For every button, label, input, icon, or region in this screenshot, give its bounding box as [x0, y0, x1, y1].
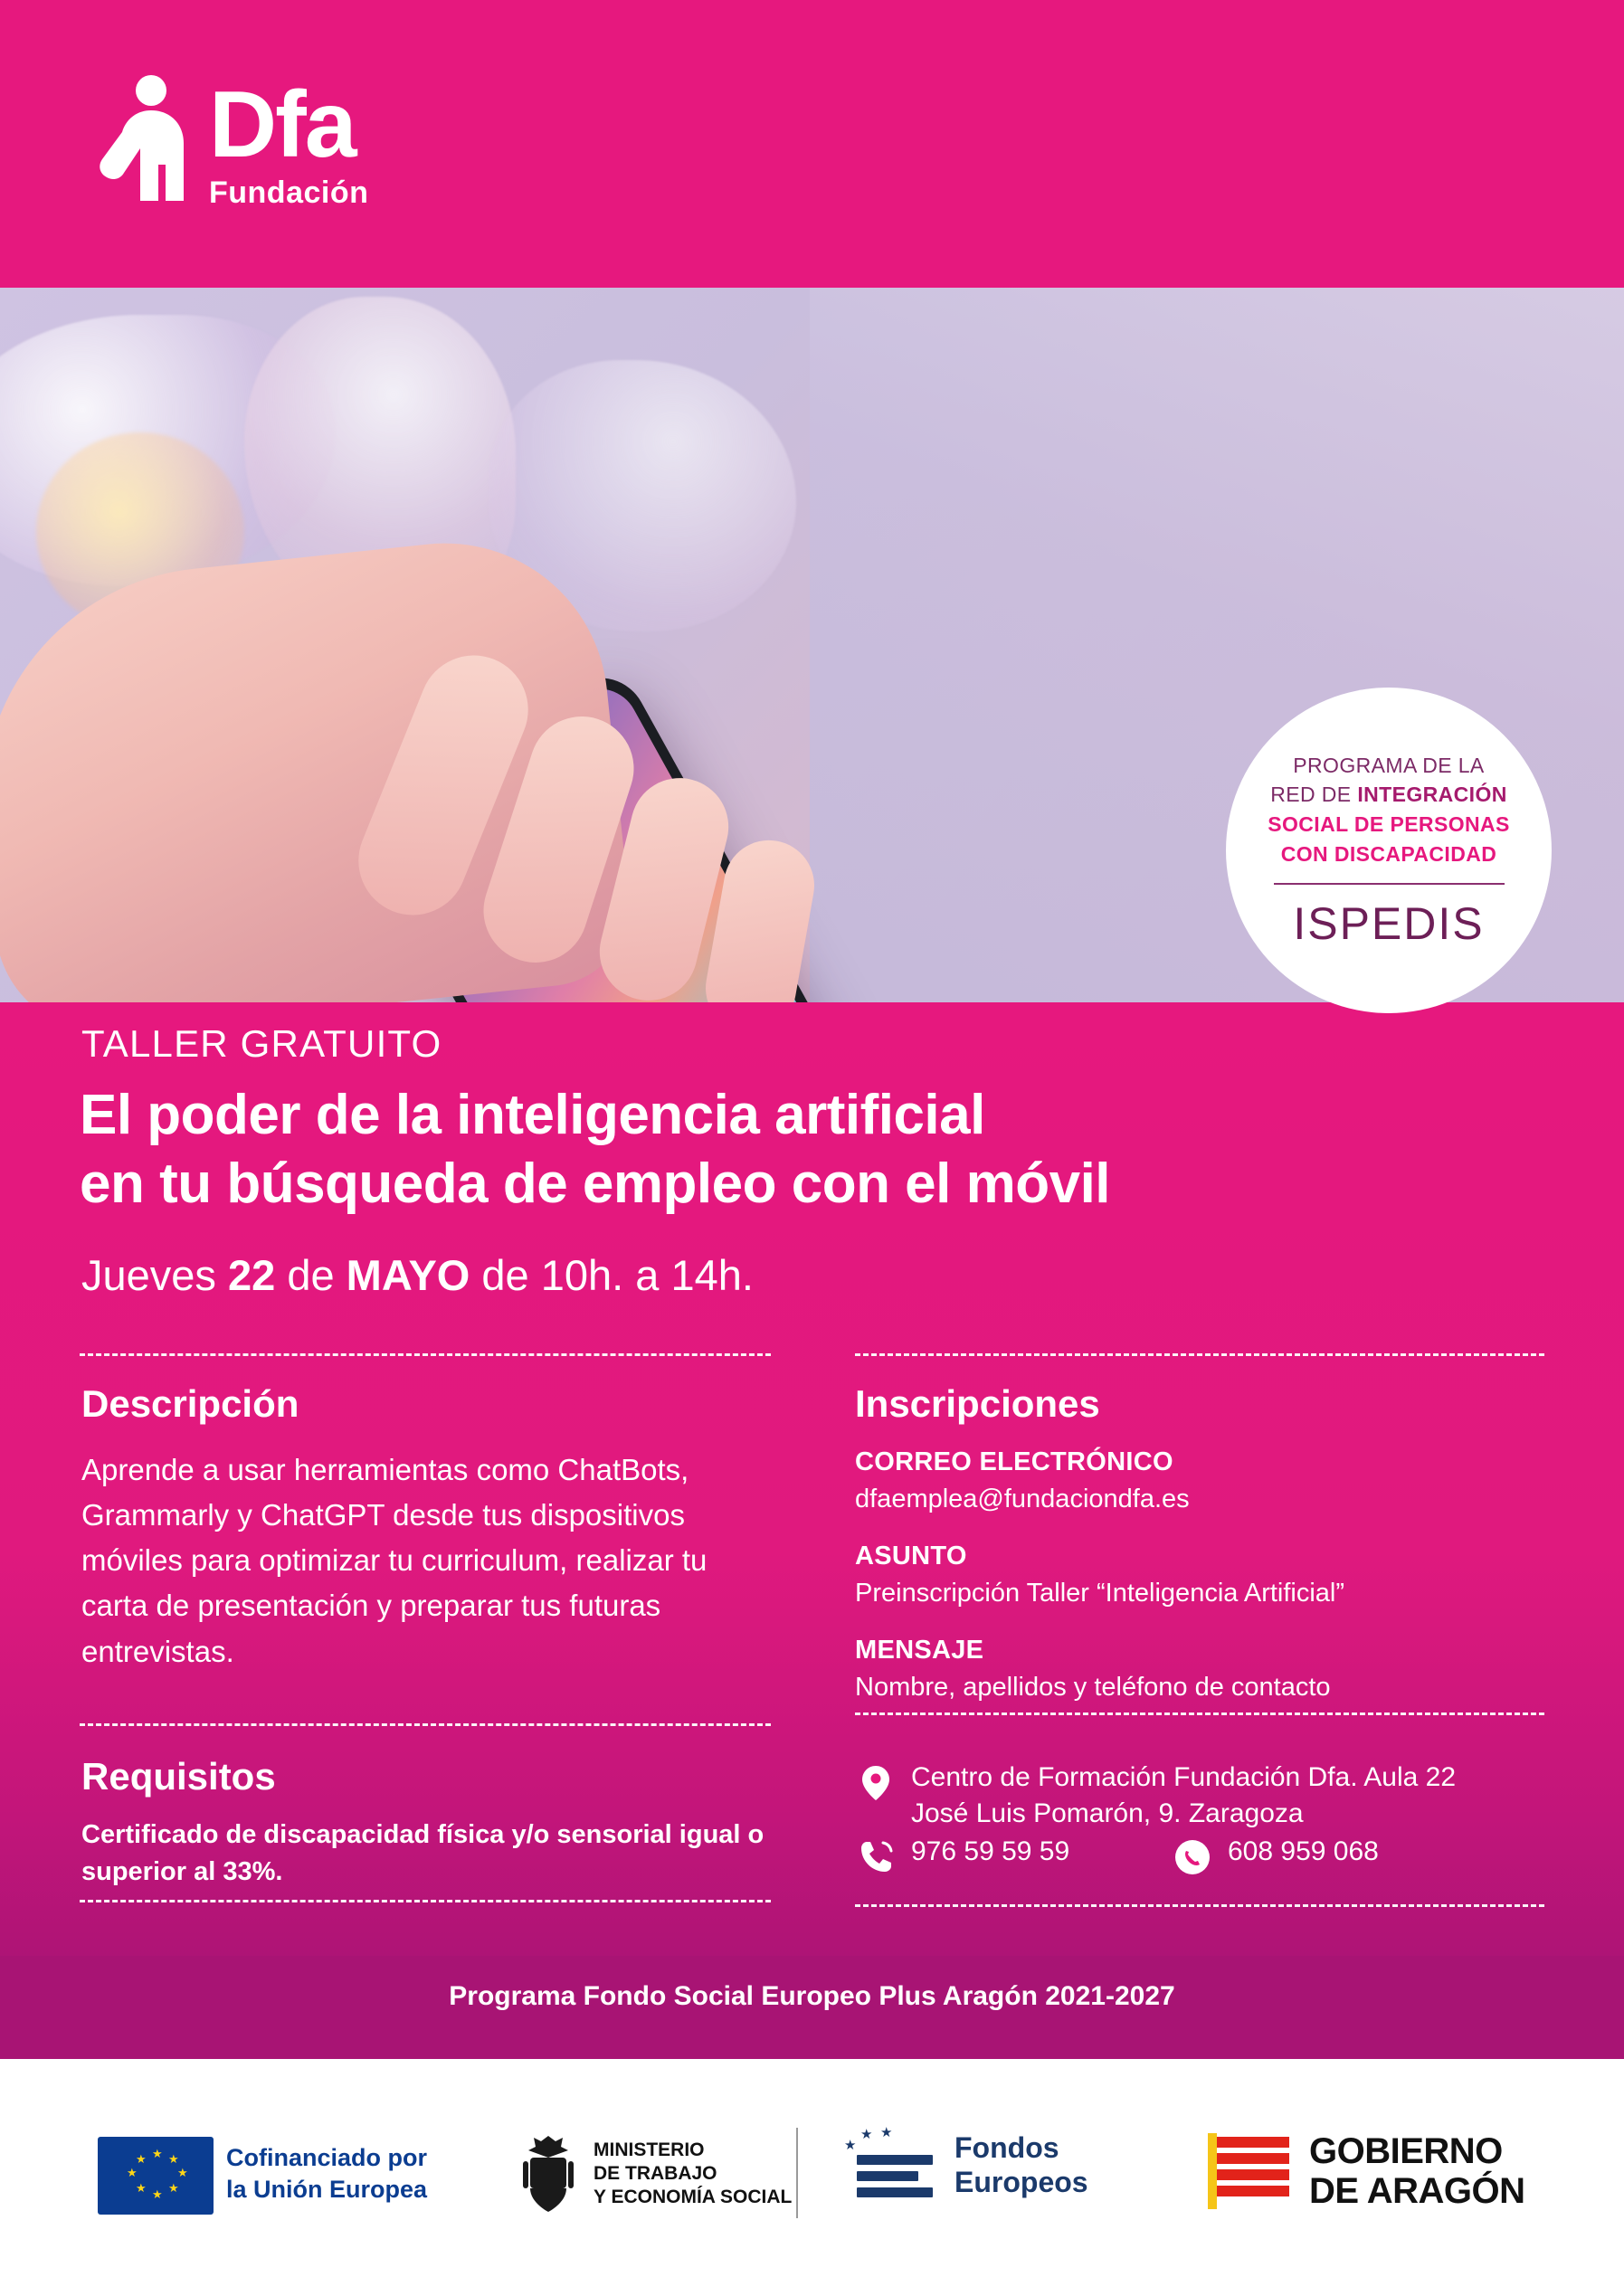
- aragon-line-2: DE ARAGÓN: [1309, 2171, 1525, 2211]
- page-title: [80, 1081, 1491, 1218]
- badge-acronym: ISPEDIS: [1293, 898, 1485, 950]
- spain-coat-of-arms-icon: [516, 2130, 581, 2217]
- email-label: CORREO ELECTRÓNICO: [855, 1447, 1173, 1476]
- description-heading: Descripción: [81, 1382, 299, 1425]
- subject-label: ASUNTO: [855, 1542, 967, 1570]
- date-day: 22: [227, 1251, 276, 1299]
- divider-left-top: [80, 1353, 771, 1356]
- requirements-heading: Requisitos: [81, 1755, 276, 1798]
- whatsapp-row[interactable]: [1172, 1836, 1379, 1878]
- eu-line-2: la Unión Europea: [226, 2176, 428, 2204]
- fondos-line-1: Fondos: [954, 2131, 1059, 2165]
- date-suffix: de 10h. a 14h.: [470, 1251, 754, 1299]
- header-band: [0, 0, 1624, 288]
- kicker-label: TALLER GRATUITO: [81, 1022, 442, 1065]
- registration-section: [855, 1382, 1543, 1703]
- date-mid: de: [275, 1251, 347, 1299]
- address-line-2: José Luis Pomarón, 9. Zaragoza: [911, 1798, 1304, 1828]
- ispedis-badge: [1226, 688, 1552, 1013]
- programme-footer-band: [0, 1956, 1624, 2059]
- badge-line2-bold: INTEGRACIÓN: [1357, 783, 1507, 807]
- programme-footer-text: Programa Fondo Social Europeo Plus Aragón 2021-2027: [449, 1981, 1175, 2011]
- divider-left-mid: [80, 1723, 771, 1726]
- dfa-person-icon: [95, 72, 193, 204]
- divider-right-top: [855, 1353, 1544, 1356]
- subject-value: Preinscripción Taller “Inteligencia Artificial”: [855, 1579, 1345, 1608]
- fondos-line-2: Europeos: [954, 2166, 1088, 2198]
- badge-line2-plain: RED DE: [1270, 783, 1358, 807]
- whatsapp-icon: [1172, 1836, 1213, 1878]
- divider-right-bottom: [855, 1904, 1544, 1907]
- badge-line4: CON DISCAPACIDAD: [1280, 841, 1497, 866]
- message-label: MENSAJE: [855, 1636, 984, 1665]
- brand-subtitle: Fundación: [209, 176, 369, 210]
- eu-funding-text: [226, 2142, 427, 2206]
- ministry-line-1: MINISTERIO: [594, 2139, 705, 2160]
- divider-right-mid: [855, 1713, 1544, 1715]
- gobierno-aragon-logo: [1208, 2128, 1524, 2215]
- ministry-line-3: Y ECONOMÍA SOCIAL: [594, 2187, 793, 2208]
- phone-row[interactable]: [855, 1836, 1069, 1878]
- requirements-text: Certificado de discapacidad física y/o sensorial igual o superior al 33%.: [81, 1820, 765, 1886]
- fondos-europeos-icon: ★ ★ ★: [837, 2124, 938, 2207]
- brand-name: Dfa: [209, 72, 356, 177]
- badge-divider: [1274, 883, 1505, 885]
- eu-line-1: Cofinanciado por: [226, 2144, 427, 2171]
- phone-icon: [855, 1836, 897, 1878]
- dfa-logo: [95, 72, 368, 208]
- title-line-2: en tu búsqueda de empleo con el móvil: [80, 1152, 1111, 1215]
- ministry-logo: [516, 2130, 792, 2217]
- mobile-number[interactable]: 608 959 068: [1228, 1836, 1379, 1866]
- fondos-europeos-logo: [837, 2124, 1088, 2207]
- address-line-1: Centro de Formación Fundación Dfa. Aula 22: [911, 1762, 1457, 1792]
- badge-line1: PROGRAMA DE LA: [1293, 753, 1485, 777]
- date-prefix: Jueves: [81, 1251, 228, 1299]
- description-text: Aprende a usar herramientas como ChatBots, Grammarly y ChatGPT desde tus dispositivos móviles para optimizar tu curriculum, realizar tu carta de presentación y preparar tus futuras entrevistas.: [81, 1453, 708, 1668]
- message-value: Nombre, apellidos y teléfono de contacto: [855, 1673, 1331, 1702]
- requirements-section: [81, 1755, 769, 1890]
- eu-flag-icon: ★ ★ ★ ★ ★ ★ ★ ★: [98, 2137, 214, 2215]
- logo-divider: [796, 2128, 798, 2218]
- map-pin-icon: [855, 1762, 897, 1804]
- divider-left-bottom: [80, 1900, 771, 1902]
- event-date: [81, 1250, 754, 1300]
- aragon-coat-of-arms-icon: [1208, 2128, 1295, 2215]
- email-value[interactable]: dfaemplea@fundaciondfa.es: [855, 1485, 1190, 1513]
- badge-line3: SOCIAL DE PERSONAS: [1268, 812, 1510, 836]
- date-month: MAYO: [346, 1251, 470, 1299]
- address-row: [855, 1762, 1561, 1829]
- ministry-line-2: DE TRABAJO: [594, 2162, 717, 2184]
- aragon-line-1: GOBIERNO: [1309, 2131, 1503, 2171]
- description-section: [81, 1382, 769, 1675]
- phone-number[interactable]: 976 59 59 59: [911, 1836, 1070, 1866]
- title-line-1: El poder de la inteligencia artificial: [80, 1084, 985, 1146]
- registration-heading: Inscripciones: [855, 1382, 1100, 1425]
